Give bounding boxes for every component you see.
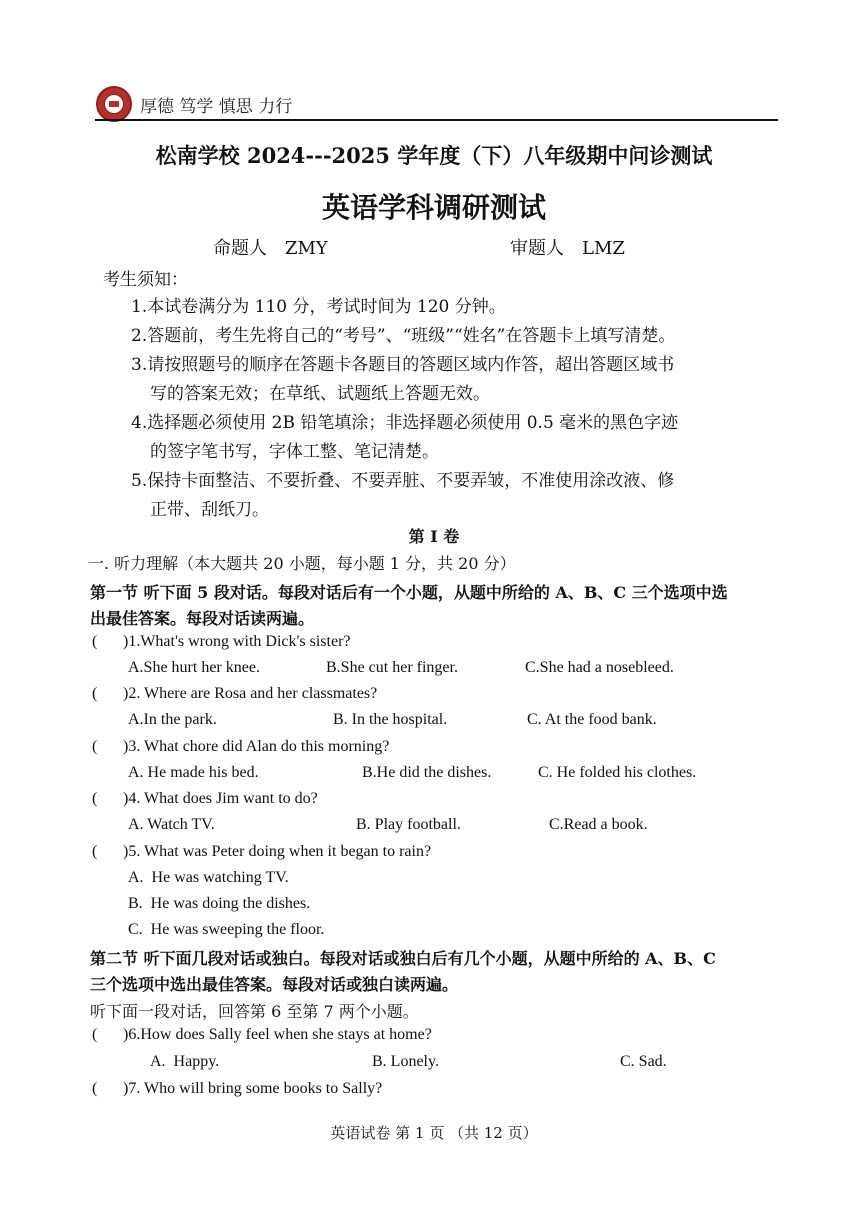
option-a: A.In the park. <box>128 711 217 728</box>
option-c: C. He folded his clothes. <box>538 764 697 781</box>
question-stem: )6.How does Sally feel when she stays at home? <box>123 1026 432 1043</box>
option-b: B. Lonely. <box>372 1053 439 1070</box>
answer-bracket: ( <box>92 685 98 702</box>
answer-bracket: ( <box>92 633 98 650</box>
option-c: C. Sad. <box>620 1053 667 1070</box>
option-a: A. He made his bed. <box>128 764 259 781</box>
option-a: A. Happy. <box>150 1053 220 1070</box>
exam-title: 松南学校 2024---2025 学年度（下）八年级期中问诊测试 <box>155 143 713 168</box>
volume-heading: 第 I 卷 <box>408 527 460 546</box>
notice-heading: 考生须知： <box>103 270 188 290</box>
part2-instruction: 三个选项中选出最佳答案。每段对话或独白读两遍。 <box>90 975 459 994</box>
answer-bracket: ( <box>92 1026 98 1043</box>
reviewer-label: 审题人 LMZ <box>510 238 625 259</box>
part1-instruction: 出最佳答案。每段对话读两遍。 <box>90 609 315 628</box>
page-footer: 英语试卷 第 1 页 （共 12 页） <box>330 1124 538 1142</box>
answer-bracket: ( <box>92 843 98 860</box>
answer-bracket: ( <box>92 790 98 807</box>
option-a: A.She hurt her knee. <box>128 659 260 676</box>
notice-item: 4.选择题必须使用 2B 铅笔填涂；非选择题必须使用 0.5 毫米的黑色字迹 <box>131 413 679 433</box>
option-a: A. He was watching TV. <box>128 869 289 886</box>
part2-instruction: 第二节 听下面几段对话或独白。每段对话或独白后有几个小题，从题中所给的 A、B、C <box>90 949 716 968</box>
option-c: C.Read a book. <box>549 816 648 833</box>
header-rule <box>95 119 778 121</box>
school-logo <box>96 86 132 122</box>
notice-item: 2.答题前，考生先将自己的“考号”、“班级”“姓名”在答题卡上填写清楚。 <box>131 326 676 346</box>
notice-item: 1.本试卷满分为 110 分，考试时间为 120 分钟。 <box>131 297 506 317</box>
answer-bracket: ( <box>92 738 98 755</box>
answer-bracket: ( <box>92 1080 98 1097</box>
school-motto: 厚德 笃学 慎思 力行 <box>140 97 293 117</box>
notice-item: 3.请按照题号的顺序在答题卡各题目的答题区域内作答，超出答题区域书 <box>131 355 675 375</box>
option-a: A. Watch TV. <box>128 816 215 833</box>
part1-instruction: 第一节 听下面 5 段对话。每段对话后有一个小题，从题中所给的 A、B、C 三个选项中选 <box>90 583 728 602</box>
option-c: C.She had a nosebleed. <box>525 659 674 676</box>
exam-subtitle: 英语学科调研测试 <box>321 191 546 224</box>
notice-item: 5.保持卡面整洁、不要折叠、不要弄脏、不要弄皱，不准使用涂改液、修 <box>131 471 675 491</box>
question-stem: )7. Who will bring some books to Sally? <box>123 1080 383 1097</box>
option-b: B. In the hospital. <box>333 711 448 728</box>
author-label: 命题人 ZMY <box>213 238 328 259</box>
notice-item-continuation: 写的答案无效；在草纸、试题纸上答题无效。 <box>150 384 490 404</box>
option-b: B.She cut her finger. <box>326 659 458 676</box>
option-c: C. At the food bank. <box>527 711 657 728</box>
option-b: B. He was doing the dishes. <box>128 895 311 912</box>
option-b: B.He did the dishes. <box>362 764 492 781</box>
part2-subinstruction: 听下面一段对话，回答第 6 至第 7 两个小题。 <box>90 1002 419 1021</box>
section1-heading: 一. 听力理解（本大题共 20 小题，每小题 1 分，共 20 分） <box>88 554 516 573</box>
notice-item-continuation: 的签字笔书写，字体工整、笔记清楚。 <box>150 442 439 462</box>
question-stem: )1.What's wrong with Dick's sister? <box>123 633 351 650</box>
question-stem: )3. What chore did Alan do this morning? <box>123 738 390 755</box>
option-c: C. He was sweeping the floor. <box>128 921 325 938</box>
question-stem: )2. Where are Rosa and her classmates? <box>123 685 378 702</box>
question-stem: )5. What was Peter doing when it began to rain? <box>123 843 432 860</box>
question-stem: )4. What does Jim want to do? <box>123 790 318 807</box>
option-b: B. Play football. <box>356 816 461 833</box>
notice-item-continuation: 正带、刮纸刀。 <box>150 500 269 520</box>
